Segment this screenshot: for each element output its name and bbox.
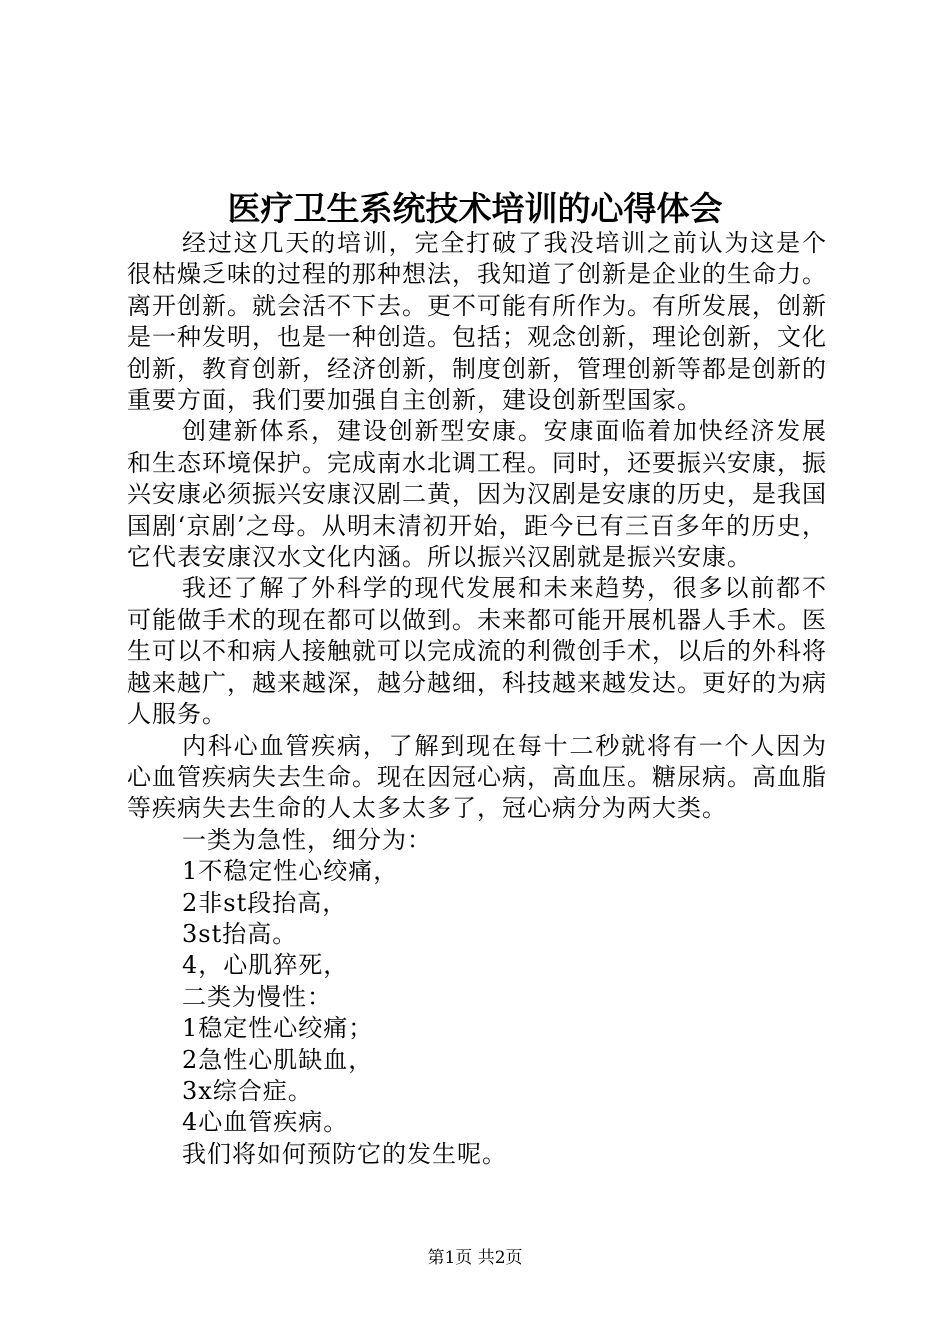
list-line: 3st抬高。 xyxy=(182,919,298,948)
list-line: 4，心肌猝死， xyxy=(182,951,349,980)
paragraph: 内科心血管疾病，了解到现在每十二秒就将有一个人因为心血管疾病失去生命。现在因冠心病，高血压。糖尿病。高血脂等疾病失去生命的人太多太多了，冠心病分为两大类。 xyxy=(127,731,827,823)
list-line: 一类为急性，细分为： xyxy=(182,825,432,854)
list-line: 我们将如何预防它的发生呢。 xyxy=(182,1139,507,1168)
list-line: 1稳定性心绞痛； xyxy=(182,1014,374,1043)
list-line: 3x综合症。 xyxy=(182,1076,313,1105)
page-footer: 第1页 共2页 xyxy=(427,1248,523,1268)
paragraph: 创建新体系，建设创新型安康。安康面临着加快经济发展和生态环境保护。完成南水北调工程。同时，还要振兴安康，振兴安康必须振兴安康汉剧二黄，因为汉剧是安康的历史，是我国国剧‘京剧’之母。从明末清初开始，距今已有三百多年的历史，它代表安康汉水文化内涵。所以振兴汉剧就是振兴安康。 xyxy=(127,417,827,572)
paragraph: 我还了解了外科学的现代发展和未来趋势，很多以前都不可能做手术的现在都可以做到。未来都可能开展机器人手术。医生可以不和病人接触就可以完成流的利微创手术，以后的外科将越来越广，越来越深，越分越细，科技越来越发达。更好的为病人服务。 xyxy=(127,574,827,729)
list-line: 4心血管疾病。 xyxy=(182,1108,349,1137)
list-line: 2急性心肌缺血， xyxy=(182,1045,374,1074)
list-line: 2非st段抬高， xyxy=(182,888,348,917)
document-body xyxy=(127,228,827,1170)
list-line: 二类为慢性： xyxy=(182,982,332,1011)
paragraph: 经过这几天的培训，完全打破了我没培训之前认为这是个很枯燥乏味的过程的那种想法，我知道了创新是企业的生命力。离开创新。就会活不下去。更不可能有所作为。有所发展，创新是一种发明，也是一种创造。包括；观念创新，理论创新，文化创新，教育创新，经济创新，制度创新，管理创新等都是创新的重要方面，我们要加强自主创新，建设创新型国家。 xyxy=(127,229,827,415)
document-title: 医疗卫生系统技术培训的心得体会 xyxy=(227,189,723,228)
list-line: 1不稳定性心绞痛， xyxy=(182,857,399,886)
